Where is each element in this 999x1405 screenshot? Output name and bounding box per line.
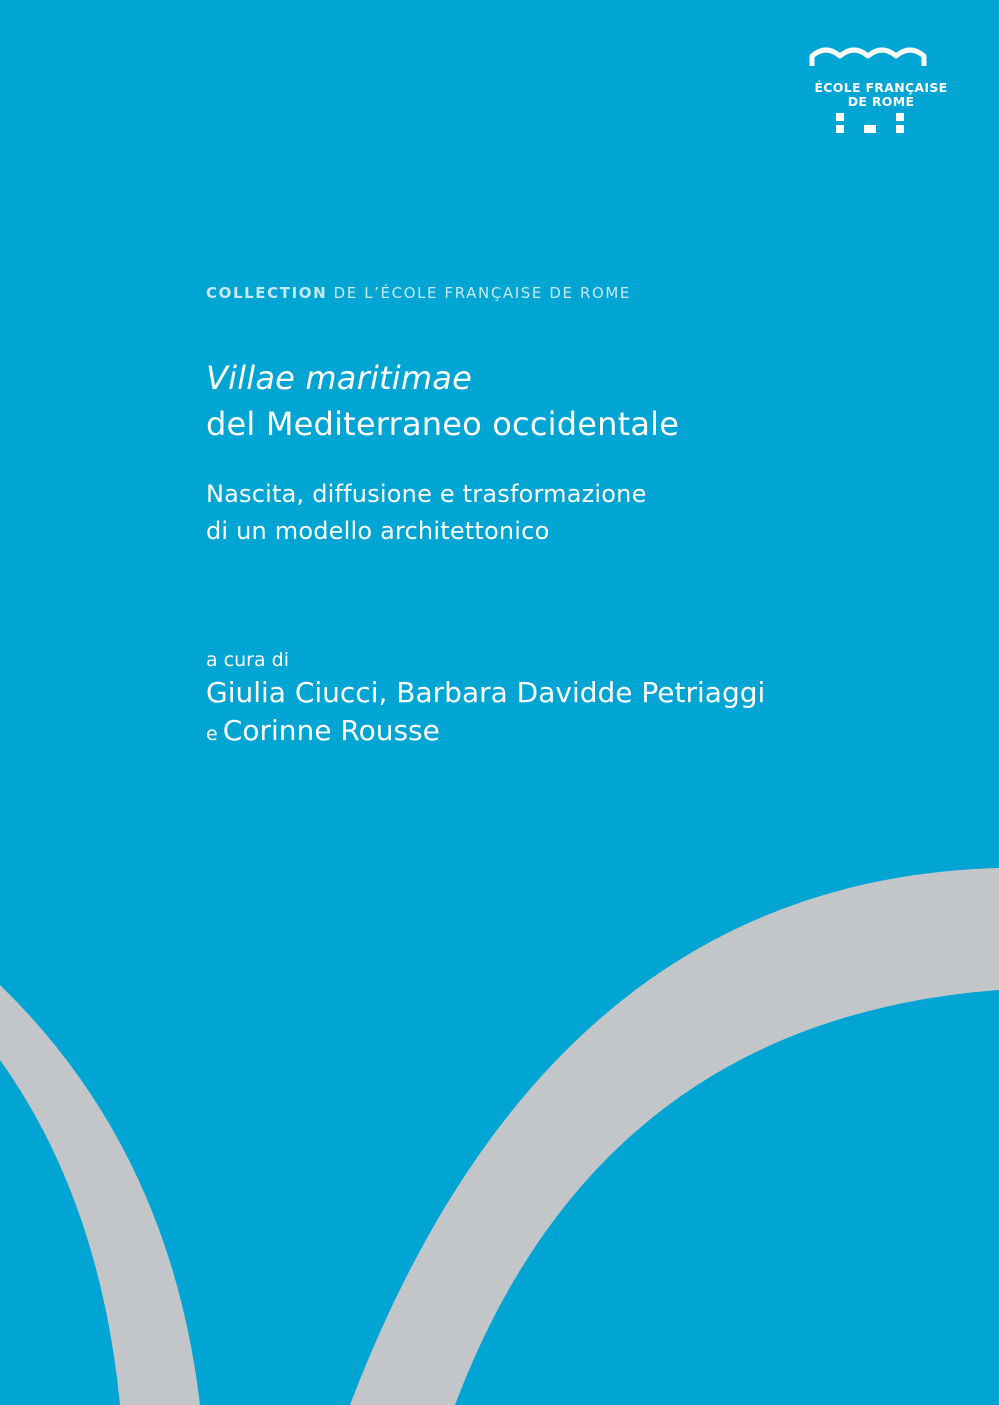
book-title: del Mediterraneo occidentale: [206, 405, 680, 443]
collection-name: [206, 284, 631, 302]
book-subtitle-line2: di un modello architettonico: [206, 517, 550, 545]
book-title-italic: Villae maritimae: [206, 359, 472, 397]
left-arch: [0, 985, 200, 1405]
collection-rest: DE L’ÉCOLE FRANÇAISE DE ROME: [327, 284, 631, 302]
ecole-francaise-logo: [806, 44, 956, 136]
right-arch: [350, 868, 999, 1405]
book-subtitle-line1: Nascita, diffusione e trasformazione: [206, 480, 647, 508]
edited-by-label: a cura di: [206, 649, 290, 671]
editors-line2: [206, 714, 440, 747]
logo-text-line1: ÉCOLE FRANÇAISE: [814, 80, 948, 95]
logo-text-line2: DE ROME: [847, 94, 915, 109]
editors-last-name: Corinne Rousse: [222, 714, 440, 747]
collection-label: COLLECTION: [206, 284, 328, 302]
editors-line1: Giulia Ciucci, Barbara Davidde Petriaggi: [206, 676, 766, 709]
editors-conjunction: e: [206, 723, 218, 745]
